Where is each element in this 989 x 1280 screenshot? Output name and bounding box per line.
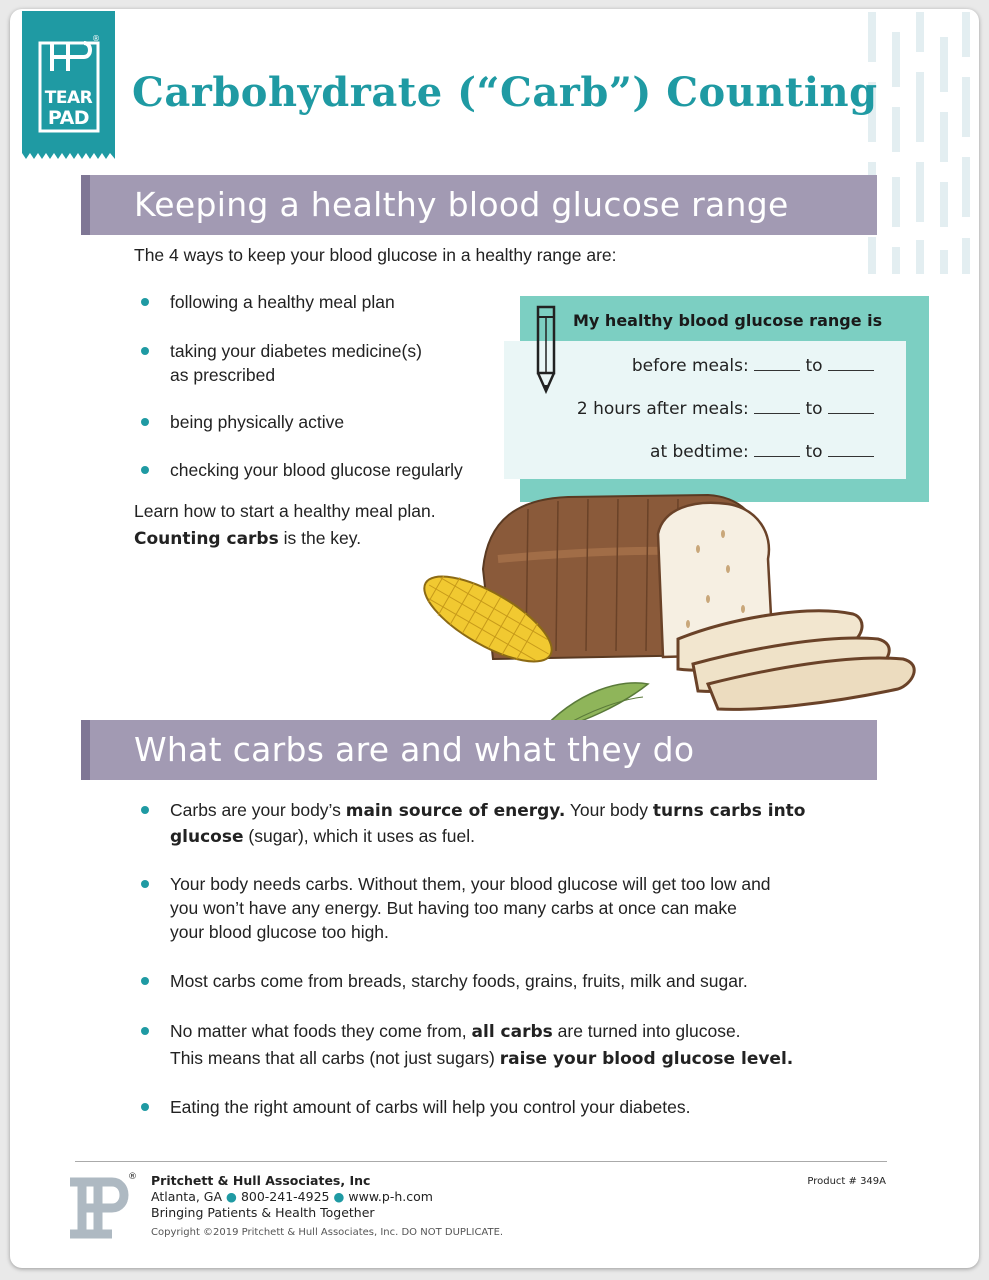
text: Carbs are your body’s	[170, 800, 346, 820]
logo-text-tear: TEAR	[44, 88, 93, 108]
bullet-icon	[141, 977, 149, 985]
bullet-icon	[141, 418, 149, 426]
city: Atlanta, GA	[151, 1189, 223, 1204]
range-to: to	[805, 356, 823, 376]
list-item-continued: as prescribed	[170, 365, 276, 385]
bullet-icon	[141, 806, 149, 814]
list-item: being physically active	[170, 412, 345, 432]
svg-text:®: ®	[92, 34, 100, 43]
bold-text: raise your blood glucose level.	[499, 1049, 794, 1069]
range-label: before meals:	[631, 356, 749, 376]
section-heading: Keeping a healthy blood glucose range	[134, 185, 789, 224]
key-bold: Counting carbs	[134, 529, 279, 549]
phone: 800-241-4925	[240, 1189, 330, 1204]
company-name: Pritchett & Hull Associates, Inc	[151, 1173, 371, 1188]
text: are turned into glucose.	[552, 1021, 741, 1041]
product-number: Product # 349A	[807, 1176, 886, 1187]
range-label: 2 hours after meals:	[576, 399, 749, 419]
range-row-bedtime	[650, 440, 874, 462]
range-to: to	[805, 442, 823, 462]
text: This means that all carbs (not just sugars)	[170, 1048, 500, 1068]
key-text	[134, 526, 361, 551]
range-blank-low[interactable]	[754, 354, 800, 371]
range-blank-low[interactable]	[754, 440, 800, 457]
list-item: checking your blood glucose regularly	[170, 460, 463, 480]
range-row-after-meals	[577, 397, 874, 419]
bread-and-corn-illustration	[408, 479, 920, 741]
website-link[interactable]: www.p-h.com	[348, 1189, 433, 1204]
carbs-bullet-1-line-2	[170, 824, 475, 849]
contact-line	[151, 1189, 433, 1204]
tagline: Bringing Patients & Health Together	[151, 1205, 375, 1220]
bullet-icon	[141, 298, 149, 306]
bullet-icon	[141, 1103, 149, 1111]
bold-text: glucose	[170, 827, 244, 847]
footer-divider	[75, 1161, 887, 1162]
range-to: to	[805, 399, 823, 419]
carbs-bullet-2-line-3: your blood glucose too high.	[170, 922, 389, 942]
bullet-icon	[141, 347, 149, 355]
pencil-icon	[535, 305, 557, 397]
page-title: Carbohydrate (“Carb”) Counting	[132, 69, 878, 116]
text: (sugar), which it uses as fuel.	[243, 826, 475, 846]
bold-text: main source of energy.	[345, 801, 566, 821]
copyright: Copyright ©2019 Pritchett & Hull Associates, Inc. DO NOT DUPLICATE.	[151, 1227, 504, 1238]
learn-text: Learn how to start a healthy meal plan.	[134, 501, 436, 521]
range-blank-high[interactable]	[828, 440, 874, 457]
ph-logo-icon	[68, 1172, 134, 1242]
list-item: following a healthy meal plan	[170, 292, 395, 312]
range-blank-high[interactable]	[828, 397, 874, 414]
text: No matter what foods they come from,	[170, 1021, 472, 1041]
bullet-icon	[141, 466, 149, 474]
carbs-bullet-1-line-1	[170, 798, 806, 823]
separator-dot: ●	[333, 1189, 345, 1204]
bullet-icon	[141, 1027, 149, 1035]
tear-pad-logo	[22, 11, 115, 153]
range-label: at bedtime:	[650, 442, 749, 462]
logo-text-pad: PAD	[47, 107, 90, 129]
intro-text: The 4 ways to keep your blood glucose in a healthy range are:	[134, 245, 617, 265]
carbs-bullet-2-line-1: Your body needs carbs. Without them, your blood glucose will get too low and	[170, 874, 771, 894]
section-bar-glucose-range	[81, 175, 877, 235]
key-rest: is the key.	[278, 528, 362, 548]
carbs-bullet-3: Most carbs come from breads, starchy foods, grains, fruits, milk and sugar.	[170, 971, 748, 991]
registered-mark: ®	[128, 1172, 137, 1182]
bullet-icon	[141, 880, 149, 888]
range-row-before-meals	[632, 354, 874, 376]
handout-page	[10, 9, 979, 1268]
separator-dot: ●	[226, 1189, 237, 1204]
range-blank-low[interactable]	[754, 397, 800, 414]
decorative-stripes	[866, 12, 971, 274]
carbs-bullet-4-line-1	[170, 1019, 741, 1044]
section-bar-what-carbs	[81, 720, 877, 780]
section-heading: What carbs are and what they do	[134, 730, 695, 769]
bold-text: turns carbs into	[652, 801, 806, 821]
carbs-bullet-5: Eating the right amount of carbs will help you control your diabetes.	[170, 1097, 691, 1117]
range-box-heading: My healthy blood glucose range is	[573, 311, 883, 330]
range-blank-high[interactable]	[828, 354, 874, 371]
carbs-bullet-4-line-2	[170, 1046, 793, 1071]
text: Your body	[565, 800, 653, 820]
list-item: taking your diabetes medicine(s)	[170, 341, 422, 361]
carbs-bullet-2-line-2: you won’t have any energy. But having too many carbs at once can make	[170, 898, 737, 918]
bold-text: all carbs	[471, 1022, 553, 1042]
